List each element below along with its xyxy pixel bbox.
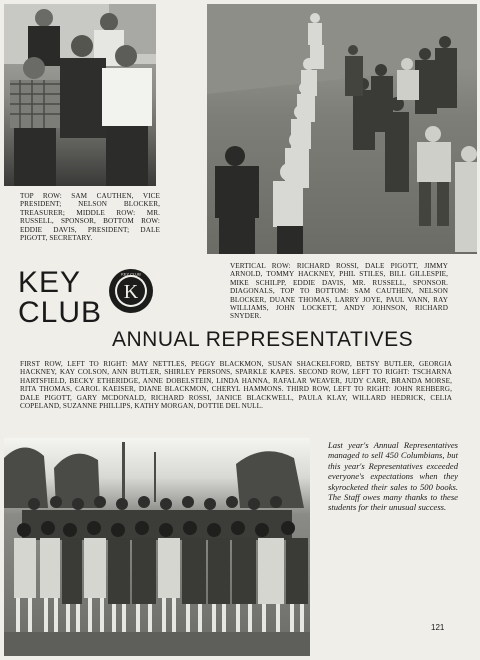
sales-story: Last year's Annual Representatives managed to sell 450 Columbians, but this year's Representatives exceeded everyone's expectations when they skyrocketed their sales to 500 books. The Staff owes many thanks to these students for their unusual success. <box>328 440 458 513</box>
key-club-caption: VERTICAL ROW: RICHARD ROSSI, DALE PIGOTT, JIMMY ARNOLD, TOMMY HACKNEY, PHIL STILES, BILL GILLESPIE, MIKE SCHILPP, EDDIE DAVIS, MR. RUSSELL, SPONSOR. DIAGONALS, TOP TO BOTTOM: SAM CAUTHEN, NELSON BLOCKER, DUANE THOMAS, LARRY JOYE, PAUL VANN, RAY WILLIAMS, JOHN LOCKETT, ANDY JOHNSON, RICHARD SNYDER. <box>230 262 448 321</box>
svg-text:KEY CLUB: KEY CLUB <box>121 271 141 277</box>
officers-photo <box>4 4 156 186</box>
key-club-title: KEY CLUB <box>18 266 103 329</box>
representatives-caption: FIRST ROW, LEFT TO RIGHT: MAY NETTLES, PEGGY BLACKMON, SUSAN SHACKELFORD, BETSY BUTLER, GEORGIA HACKNEY, KAY COLSON, ANN BUTLER, SHIRLEY PERSONS, SPARKLE KAPES. SECOND ROW, LEFT TO RIGHT: TSCHARNA HARTSFIELD, BECKY ETHERIDGE, ANNE DOBELSTEIN, LINDA HANNA, RAFALAR WEAVER, JUDY CARR, BRANDA MORSE, RITA THOMAS, CAROL KAEISER, DIANE BLACKMON, CHERYL HAMMONS. THIRD ROW, LEFT TO RIGHT: JOHN REHBERG, DALE PIGOTT, GARY MCDONALD, RICHARD ROSSI, JANICE BLACKWELL, PAULA KLAY, WILLARD HEDRICK, CELIA COPELAND, SUZANNE PHILLIPS, KATHY MORGAN, DOTTIE DEL NULL. <box>20 360 452 411</box>
key-club-emblem <box>108 268 154 314</box>
representatives-photo <box>4 438 310 656</box>
page-number: 121 <box>431 623 445 632</box>
svg-text:K: K <box>123 281 139 303</box>
annual-representatives-title: ANNUAL REPRESENTATIVES <box>112 328 414 351</box>
officers-caption: TOP ROW: SAM CAUTHEN, VICE PRESIDENT; NELSON BLOCKER, TREASURER; MIDDLE ROW: MR. RUSSELL, SPONSOR, BOTTOM ROW: EDDIE DAVIS, PRESIDENT; DALE PIGOTT, SECRETARY. <box>20 192 160 243</box>
key-club-photo <box>207 4 477 254</box>
